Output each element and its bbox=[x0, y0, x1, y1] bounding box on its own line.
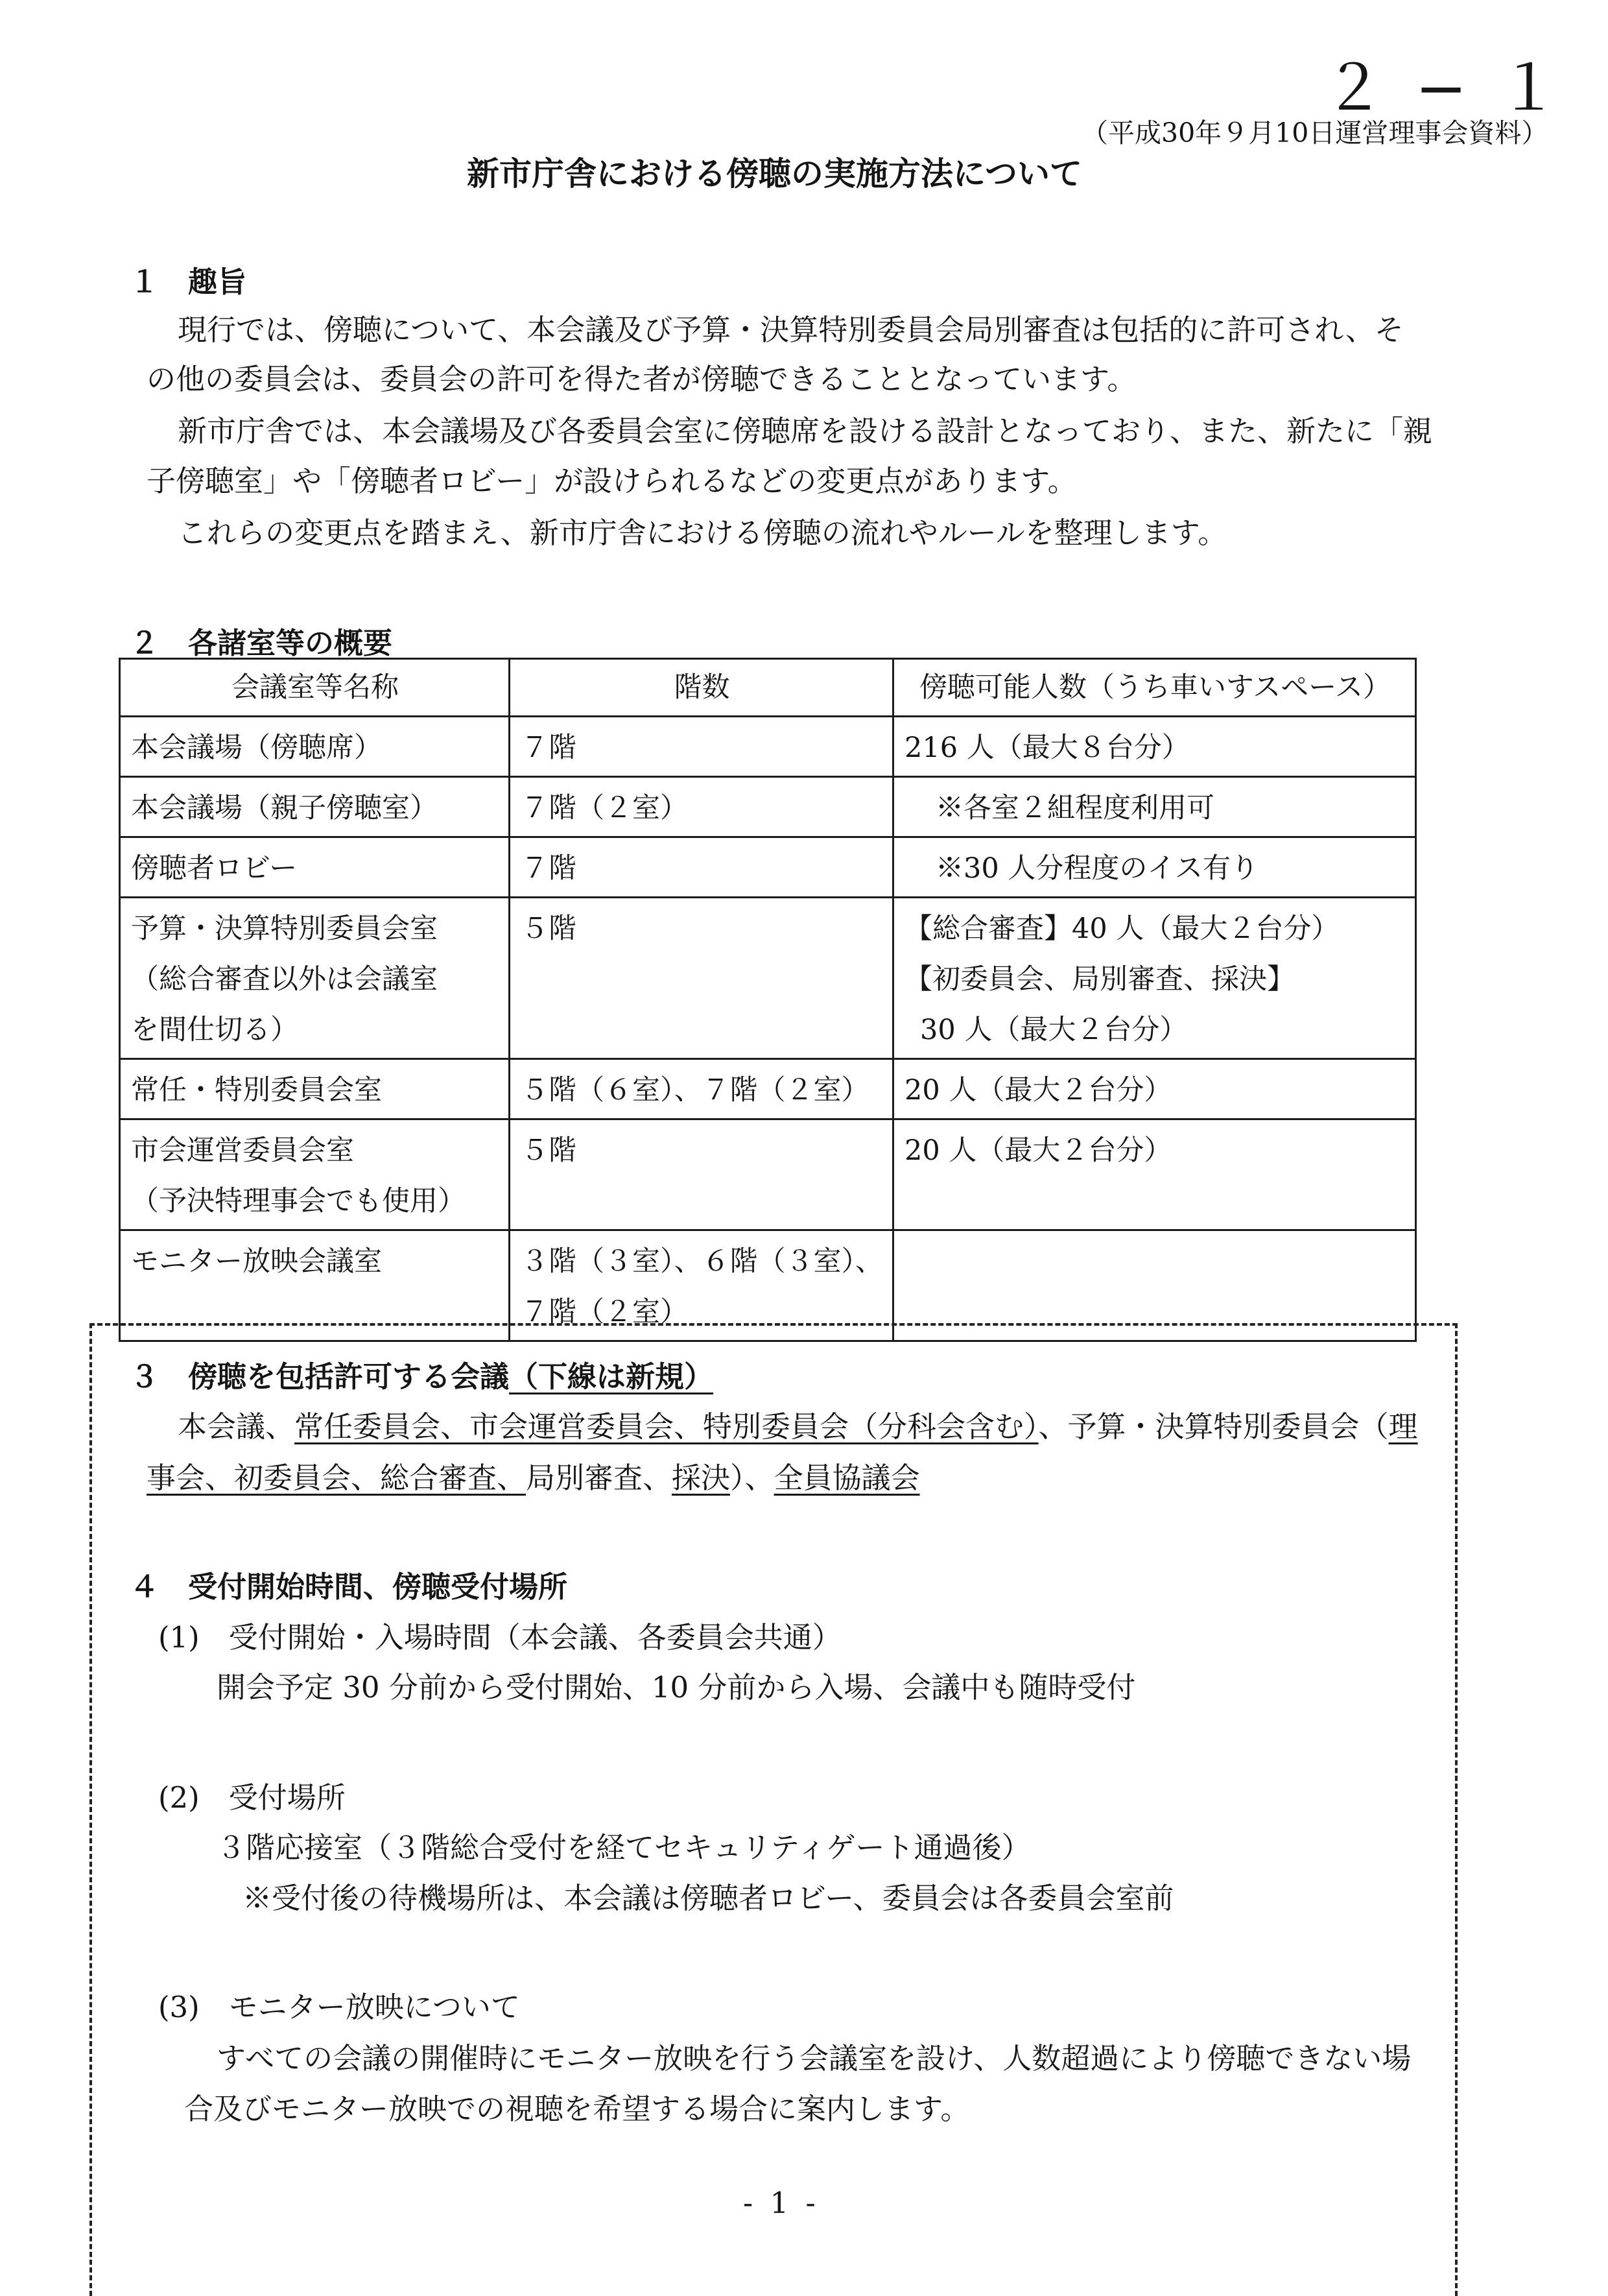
subsection-body: ３階応接室（３階総合受付を経てセキュリティゲート通過後） bbox=[217, 1830, 1031, 1865]
underlined-run: 全員協議会 bbox=[774, 1461, 920, 1495]
underlined-run: 常任委員会、市会運営委員会、特別委員会（分科会含む） bbox=[294, 1409, 1039, 1444]
subsection-title: (1) 受付開始・入場時間（本会議、各委員会共通） bbox=[158, 1620, 842, 1655]
column-header: 傍聴可能人数（うち車いすスペース） bbox=[893, 659, 1416, 717]
floor-cell bbox=[510, 1119, 893, 1230]
section2-heading: ２ 各諸室等の概要 bbox=[130, 626, 393, 660]
table-row bbox=[120, 1059, 1416, 1119]
floor-cell bbox=[510, 837, 893, 898]
text-run: ）、 bbox=[730, 1461, 774, 1495]
table-row bbox=[120, 1119, 1416, 1230]
cell-text: 216 人（最大８台分） bbox=[905, 732, 1190, 764]
cell-text: を間仕切る） bbox=[131, 1014, 298, 1046]
cell-text: 【総合審査】40 人（最大２台分） bbox=[905, 913, 1340, 945]
section3-heading-text: ３ 傍聴を包括許可する会議 bbox=[130, 1359, 510, 1394]
cell-text: ７階（２室） bbox=[521, 792, 688, 824]
capacity-cell bbox=[893, 1119, 1416, 1230]
cell-text: 【初委員会、局別審査、採決】 bbox=[905, 963, 1295, 996]
subsection-body: すべての会議の開催時にモニター放映を行う会議室を設け、人数超過により傍聴できない場 bbox=[217, 2041, 1412, 2075]
cell-text: 本会議場（傍聴席） bbox=[131, 732, 382, 764]
section1-line: これらの変更点を踏まえ、新市庁舎における傍聴の流れやルールを整理します。 bbox=[178, 516, 1227, 550]
room-name-cell bbox=[120, 837, 510, 898]
section3-line bbox=[178, 1403, 1418, 1445]
capacity-cell bbox=[893, 898, 1416, 1059]
section3-line bbox=[147, 1454, 920, 1496]
capacity-cell bbox=[893, 717, 1416, 777]
cell-text: 予算・決算特別委員会室 bbox=[131, 913, 438, 945]
cell-text: （予決特理事会でも使用） bbox=[131, 1185, 466, 1217]
capacity-cell bbox=[893, 777, 1416, 837]
text-run: 本会議、 bbox=[178, 1409, 295, 1444]
cell-text: 30 人（最大２台分） bbox=[920, 1014, 1188, 1046]
capacity-cell bbox=[893, 1059, 1416, 1119]
room-name-cell bbox=[120, 717, 510, 777]
text-run: 、予算・決算特別委員会（ bbox=[1038, 1409, 1389, 1444]
cell-text: ５階 bbox=[521, 913, 576, 945]
cell-text: ３階（３室）、６階（３室）、 bbox=[521, 1245, 883, 1278]
table-row bbox=[120, 777, 1416, 837]
page-number: - 1 - bbox=[743, 2186, 820, 2220]
cell-text: ７階（２室） bbox=[521, 1296, 688, 1328]
section1-line: 現行では、傍聴について、本会議及び予算・決算特別委員会局別審査は包括的に許可され、そ bbox=[178, 313, 1404, 347]
floor-cell bbox=[510, 1059, 893, 1119]
cell-text: 20 人（最大２台分） bbox=[905, 1074, 1172, 1106]
room-name-cell bbox=[120, 1059, 510, 1119]
cell-text: （総合審査以外は会議室 bbox=[131, 963, 438, 996]
section3-heading-note: （下線は新規） bbox=[509, 1359, 714, 1394]
capacity-cell bbox=[893, 837, 1416, 898]
section1-heading: １ 趣旨 bbox=[130, 265, 247, 299]
cell-text: ５階 bbox=[521, 1134, 576, 1167]
subsection-note: ※受付後の待機場所は、本会議は傍聴者ロビー、委員会は各委員会室前 bbox=[242, 1881, 1174, 1915]
cell-text: ７階 bbox=[521, 732, 576, 764]
rooms-table bbox=[119, 658, 1417, 1342]
room-name-cell bbox=[120, 777, 510, 837]
section1-line: 子傍聴室」や「傍聴者ロビー」が設けられるなどの変更点があります。 bbox=[147, 464, 1077, 498]
table-row bbox=[120, 717, 1416, 777]
section1-line: 新市庁舎では、本会議場及び各委員会室に傍聴席を設ける設計となっており、また、新たに「親 bbox=[178, 414, 1433, 448]
cell-text: ７階 bbox=[521, 852, 576, 885]
floor-cell bbox=[510, 717, 893, 777]
document-note: （平成30年９月10日運営理事会資料） bbox=[1082, 117, 1548, 149]
underlined-run: 事会、初委員会、総合審査、 bbox=[147, 1461, 526, 1495]
column-header: 会議室等名称 bbox=[120, 659, 510, 717]
table-row bbox=[120, 898, 1416, 1059]
text-run: 局別審査、 bbox=[526, 1461, 672, 1495]
subsection-title: (2) 受付場所 bbox=[158, 1780, 346, 1815]
underlined-run: 採決 bbox=[672, 1461, 731, 1495]
subsection-body: 合及びモニター放映での視聴を希望する場合に案内します。 bbox=[184, 2092, 970, 2126]
page-title: 新市庁舎における傍聴の実施方法について bbox=[467, 155, 1082, 193]
table-header-row bbox=[120, 659, 1416, 717]
cell-text: モニター放映会議室 bbox=[131, 1245, 382, 1278]
column-header: 階数 bbox=[510, 659, 893, 717]
section1-line: の他の委員会は、委員会の許可を得た者が傍聴できることとなっています。 bbox=[147, 362, 1137, 396]
cell-text: ※各室２組程度利用可 bbox=[936, 792, 1214, 824]
section3-heading bbox=[130, 1353, 713, 1395]
subsection-body: 開会予定 30 分前から受付開始、10 分前から入場、会議中も随時受付 bbox=[217, 1670, 1136, 1704]
room-name-cell bbox=[120, 898, 510, 1059]
subsection-title: (3) モニター放映について bbox=[158, 1990, 520, 2024]
cell-text: ５階（６室）、７階（２室） bbox=[521, 1074, 869, 1106]
document-number: ２ − １ bbox=[1323, 52, 1565, 125]
floor-cell bbox=[510, 777, 893, 837]
section4-heading: ４ 受付開始時間、傍聴受付場所 bbox=[130, 1570, 568, 1604]
cell-text: ※30 人分程度のイス有り bbox=[936, 852, 1259, 885]
cell-text: 常任・特別委員会室 bbox=[131, 1074, 382, 1106]
cell-text: 市会運営委員会室 bbox=[131, 1134, 354, 1167]
cell-text: 傍聴者ロビー bbox=[131, 852, 298, 885]
underlined-run: 理 bbox=[1388, 1409, 1418, 1444]
table-row bbox=[120, 837, 1416, 898]
floor-cell bbox=[510, 898, 893, 1059]
cell-text: 20 人（最大２台分） bbox=[905, 1134, 1172, 1167]
room-name-cell bbox=[120, 1119, 510, 1230]
cell-text: 本会議場（親子傍聴室） bbox=[131, 792, 438, 824]
